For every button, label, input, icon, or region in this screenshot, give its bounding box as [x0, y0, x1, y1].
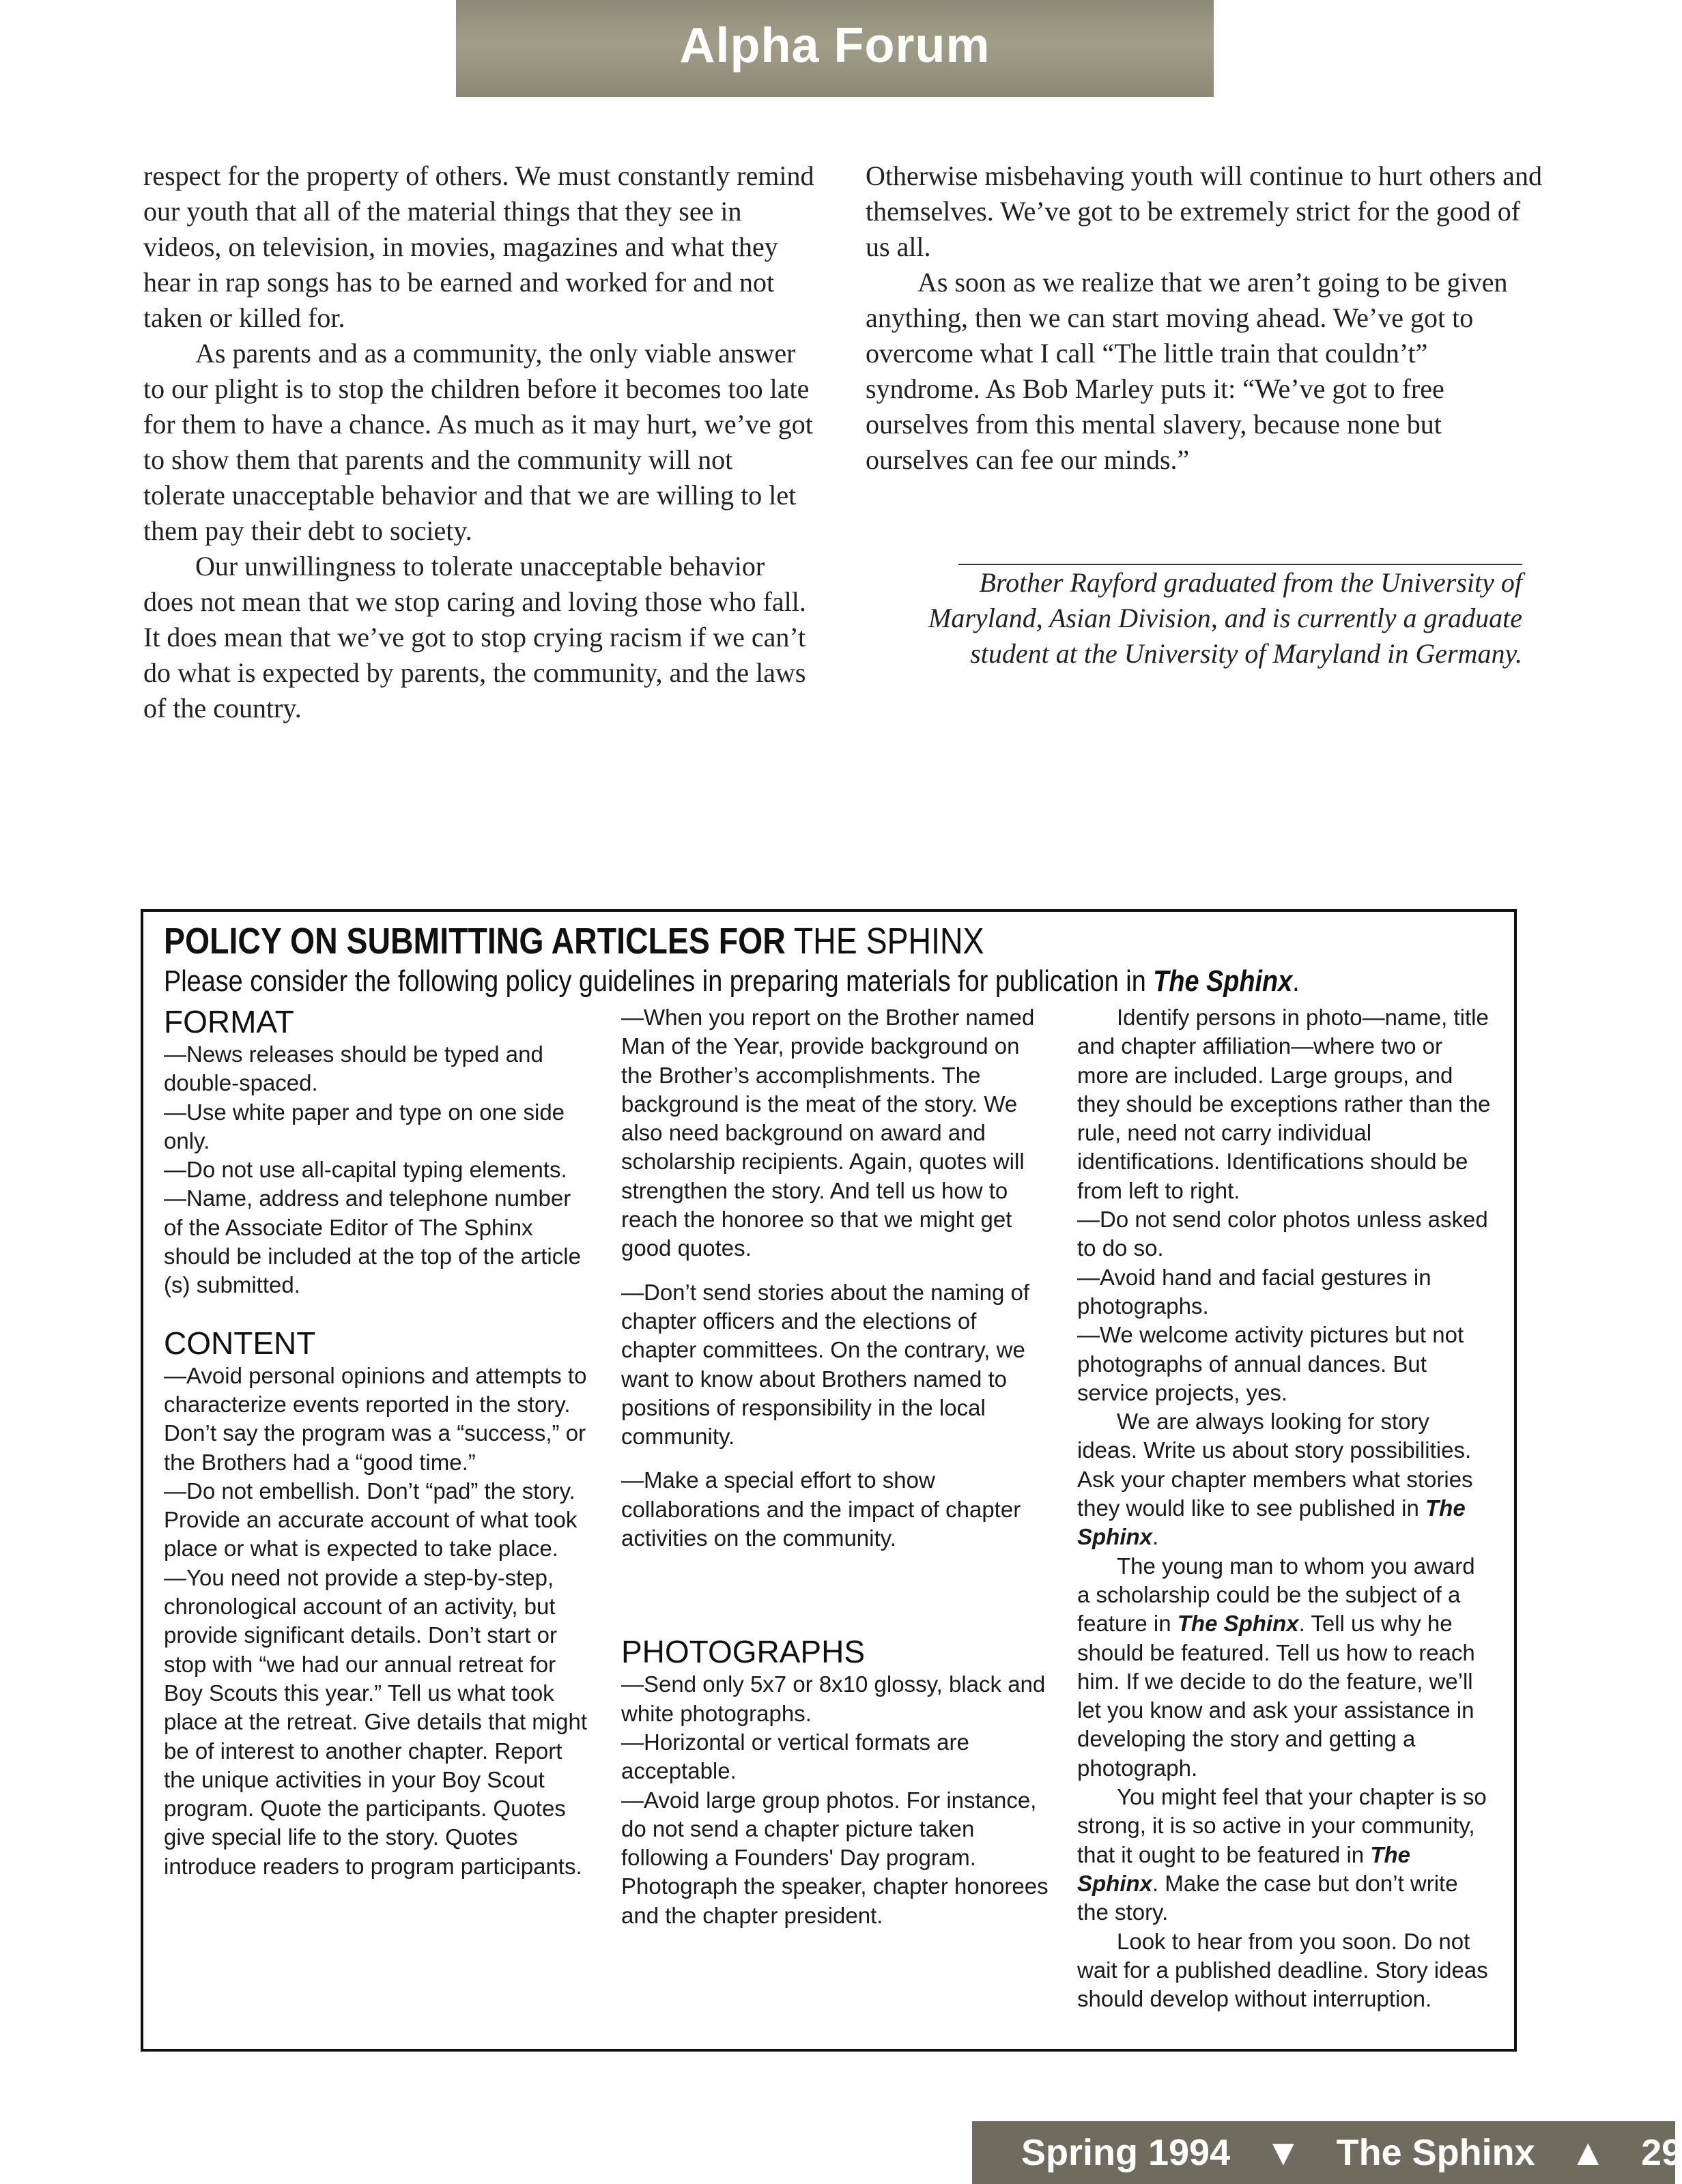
author-bio: [846, 565, 1522, 672]
article-paragraph: respect for the property of others. We must constantly remind our youth that all of the material things that they see in videos, on television, in movies, magazines and what they hear in rap songs has to be earned and worked for and not taken or killed for.: [143, 160, 814, 333]
article-paragraph: As parents and as a community, the only viable answer to our plight is to stop the children before it becomes too late for them to have a chance. As much as it may hurt, we’ve got to show them that parents and the community will not tolerate unacceptable behavior and that we are willing to let them pay their debt to society.: [143, 338, 813, 546]
format-item: —Do not use all-capital typing elements.: [164, 1157, 567, 1183]
photographs-item: —Send only 5x7 or 8x10 glossy, black and white photographs.: [621, 1671, 1046, 1726]
format-item: —Name, address and telephone number of the Associate Editor of The Sphinx should be included at the top of the article (s) submitted.: [164, 1186, 581, 1298]
middle-item: —Make a special effort to show collaborations and the impact of chapter activities on the community.: [621, 1467, 1021, 1551]
photo-item: —Do not send color photos unless asked to do so.: [1077, 1207, 1488, 1261]
strong-chapter-end: . Make the case but don’t write the story.: [1077, 1870, 1458, 1925]
format-item: —Use white paper and type on one side only.: [164, 1099, 565, 1153]
identify-paragraph: Identify persons in photo—name, title and chapter affiliation—where two or more are included. Large groups, and they should be exceptions rather than the rule, need not carry individual identifications. Identifications should be from left to right.: [1077, 1005, 1491, 1203]
publication-name: The Sphinx: [1177, 1611, 1299, 1637]
footer-publication: The Sphinx: [1336, 2132, 1535, 2173]
strong-chapter-text: You might feel that your chapter is so strong, it is so active in your community, that it ought to be featured in: [1077, 1784, 1487, 1867]
content-item: —Avoid personal opinions and attempts to characterize events reported in the story. Don’t say the program was a “success,” or the Brothers had a “good time.”: [164, 1362, 587, 1475]
policy-subtitle-text: Please consider the following policy guidelines in preparing materials for publication in: [164, 964, 1154, 998]
closing-paragraph: Look to hear from you soon. Do not wait for a published deadline. Story ideas should develop without interruption.: [1077, 1928, 1488, 2012]
scholarship-text: The young man to whom you award a scholarship could be the subject of a feature in: [1077, 1553, 1475, 1637]
strong-chapter-paragraph: [1077, 1783, 1494, 1927]
article-column-left: [143, 158, 816, 726]
policy-title: [164, 920, 984, 962]
article-paragraph: As soon as we realize that we aren’t going to be given anything, then we can start moving ahead. We’ve got to overcome what I call “The little train that couldn’t” syndrome. As Bob Marley puts it: “We’ve got to free ourselves from this mental slavery, because none but ourselves can fee our minds.”: [866, 267, 1508, 475]
article-paragraph: Otherwise misbehaving youth will continue to hurt others and themselves. We’ve got to be extremely strict for the good of us all.: [866, 160, 1542, 262]
author-bio-line: Brother Rayford graduated from the University of: [979, 567, 1522, 598]
policy-box: [141, 909, 1517, 2052]
policy-column-right: [1077, 1003, 1494, 2013]
middle-item: —Don’t send stories about the naming of chapter officers and the elections of chapter committees. On the contrary, we want to know about Brothers named to positions of responsibility in the local community.: [621, 1279, 1030, 1450]
content-heading: CONTENT: [164, 1325, 316, 1361]
publication-name: The Sphinx: [1077, 1841, 1410, 1896]
photographs-item: —Avoid large group photos. For instance, do not send a chapter picture taken following a Founders' Day program. Photograph the speaker, chapter honorees and the chapter president.: [621, 1787, 1049, 1928]
policy-title-bold: POLICY ON SUBMITTING ARTICLES FOR: [164, 921, 786, 962]
format-item: —News releases should be typed and double-spaced.: [164, 1041, 543, 1096]
policy-subtitle-end: .: [1292, 964, 1300, 998]
policy-column-middle: [621, 1003, 1051, 1930]
content-item: —You need not provide a step-by-step, chronological account of an activity, but provide significant details. Don’t start or stop with “we had our annual retreat for Boy Scouts this year.” Tell us what took place at the retreat. Give details that might be of interest to another chapter. Report the unique activities in your Boy Scout program. Quote the participants. Quotes give special life to the story. Quotes introduce readers to program participants.: [164, 1564, 587, 1879]
story-ideas-text: We are always looking for story ideas. Write us about story possibilities. Ask your chapter members what stories they would like to see published in: [1077, 1409, 1473, 1521]
policy-title-rest: THE SPHINX: [785, 921, 984, 962]
section-title: Alpha Forum: [679, 18, 990, 73]
down-triangle-icon: ▼: [1265, 2132, 1302, 2173]
scholarship-end: . Tell us why he should be featured. Tell us how to reach him. If we decide to do the feature, we’ll let you know and ask your assistance in developing the story and getting a photograph.: [1077, 1611, 1475, 1781]
footer-season: Spring 1994: [1021, 2132, 1231, 2173]
policy-subtitle: [164, 964, 1300, 999]
format-heading: FORMAT: [164, 1004, 294, 1039]
story-ideas-paragraph: [1077, 1407, 1494, 1551]
article-paragraph: Our unwillingness to tolerate unacceptable behavior does not mean that we stop caring and loving those who fall. It does mean that we’ve got to stop crying racism if we can’t do what is expected by parents, the community, and the laws of the country.: [143, 551, 806, 723]
scholarship-paragraph: [1077, 1552, 1494, 1783]
publication-name: The Sphinx: [1077, 1495, 1466, 1550]
author-bio-line: Maryland, Asian Division, and is currently a graduate: [928, 603, 1522, 633]
page-number: 29: [1641, 2132, 1682, 2173]
photographs-item: —Horizontal or vertical formats are acceptable.: [621, 1729, 969, 1784]
content-item: —Do not embellish. Don’t “pad” the story. Provide an accurate account of what took place or what is expected to take place.: [164, 1478, 578, 1562]
footer-text: [997, 2131, 1682, 2174]
page-footer: [972, 2121, 1682, 2184]
middle-item: —When you report on the Brother named Man of the Year, provide background on the Brother’s accomplishments. The background is the meat of the story. We also need background on award and scholarship recipients. Again, quotes will strengthen the story. And tell us how to reach the honoree so that we might get good quotes.: [621, 1005, 1035, 1261]
photographs-heading: PHOTOGRAPHS: [621, 1634, 865, 1670]
up-triangle-icon: ▲: [1569, 2132, 1607, 2173]
story-ideas-end: .: [1152, 1524, 1159, 1550]
section-header-band: [456, 0, 1214, 97]
policy-column-left: [164, 1003, 594, 1881]
publication-name: The Sphinx: [1153, 964, 1293, 998]
photo-item: —Avoid hand and facial gestures in photographs.: [1077, 1264, 1431, 1319]
author-bio-line: student at the University of Maryland in Germany.: [970, 638, 1522, 669]
photo-item: —We welcome activity pictures but not photographs of annual dances. But service projects, yes.: [1077, 1322, 1464, 1405]
article-column-right: [866, 158, 1548, 478]
